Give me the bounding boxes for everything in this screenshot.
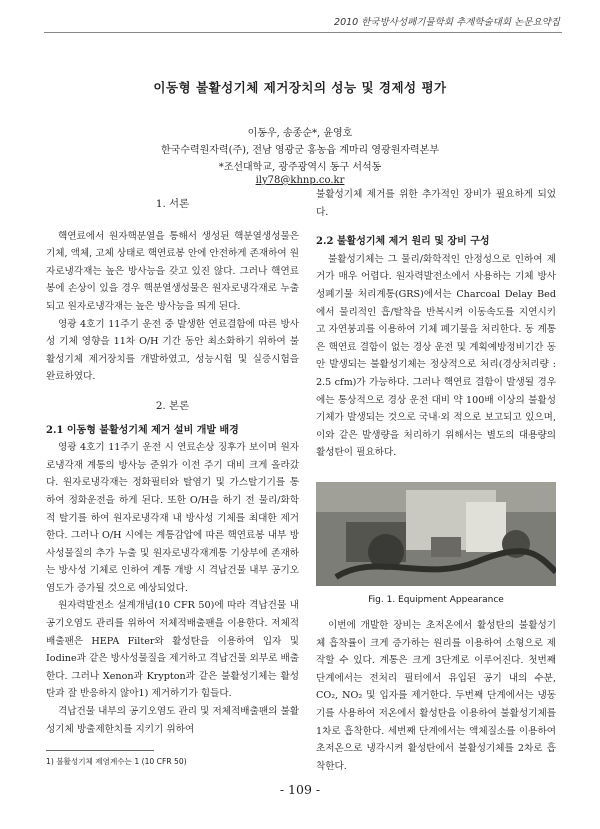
email-link[interactable]: ily78@khnp.co.kr xyxy=(255,175,345,186)
section-1-title: 1. 서론 xyxy=(155,198,190,210)
subsection-2-2-title: 2.2 불활성기체 제거 원리 및 장비 구성 xyxy=(316,236,490,248)
affiliation-1: 한국수력원자력(주), 전남 영광군 홍농읍 계마리 영광원자력본부 xyxy=(160,145,440,156)
method-paragraph: 이번에 개발한 장비는 초저온에서 활성탄의 불활성기체 흡착률이 크게 증가하는 원리를 이용하여 소형으로 제작할 수 있다. 계통은 크게 3단계로 이루어진다. 첫번째 단계에서는 전처리 필터에서 유입된 공기 내의 수분, CO₂, NO₂ 및 입자를 제거한다. 두번째 단계에서는 냉동기를 사용하여 저온에서 활성탄을 이용하여 불활성기체를 1차로 흡착한다. 세번째 단계에서는 액체질소를 이용하여 초저온으로 냉각시켜 활성탄에서 불활성기체를 2차로 흡착한다. xyxy=(316,620,556,772)
running-header: 2010 한국방사성폐기물학회 추계학술대회 논문요약집 xyxy=(334,17,560,28)
equipment-photo xyxy=(316,482,556,586)
header-rule xyxy=(44,32,562,33)
left-column xyxy=(46,196,299,738)
affiliation-2: *조선대학교, 광주광역시 동구 서석동 xyxy=(218,162,382,173)
intro-paragraph-2: 영광 4호기 11주기 운전 중 발생한 연료결함에 따른 방사성 기체 영향을 11차 O/H 기간 동안 최소화하기 위하여 불활성기체 제거장치를 개발하였고, 성능시험 및 실증시험을 완료하였다. xyxy=(46,318,299,383)
right-column-bottom xyxy=(316,617,556,775)
right-column-top xyxy=(316,186,556,462)
author-email xyxy=(0,175,600,186)
subsection-2-1-title: 2.1 이동형 불활성기체 제거 설비 개발 배경 xyxy=(46,424,239,436)
background-paragraph-3: 격납건물 내부의 공기오염도 관리 및 저체적배출팬의 불활성기체 방출제한치를 지키기 위하여 xyxy=(46,706,299,735)
background-paragraph-2: 원자력발전소 설계개념(10 CFR 50)에 따라 격납건물 내 공기오염도 관리를 위하여 저체적배출팬을 이용한다. 저체적배출팬은 HEPA Filter와 활성탄을 이용하여 입자 및 Iodine과 같은 방사성물질을 제거하고 격납건물 외부로 배출한다. 그러나 Xenon과 Krypton과 같은 불활성기체는 활성탄과 잘 반응하지 않아1) 제거하기가 힘들다. xyxy=(46,600,299,700)
section-2-title: 2. 본론 xyxy=(155,399,190,412)
authors: 이동우, 송종순*, 윤영호 xyxy=(247,128,353,139)
continued-paragraph: 불활성기체 제거를 위한 추가적인 장비가 필요하게 되었다. xyxy=(316,189,556,218)
principle-paragraph: 불활성기체는 그 물리/화학적인 안정성으로 인하여 제거가 매우 어렵다. 원자력발전소에서 사용하는 기체 방사성폐기물 처리계통(GRS)에서는 Charcoal Delay Bed에서 물리적인 흡/탈착을 반복시켜 이동속도를 지연시키고 자연붕괴를 이용하여 기체 폐기물을 처리한다. 동 계통은 핵연료 결함이 없는 경상 운전 및 계획예방정비기간 동안 발생되는 불활성기체는 정상적으로 처리(경상처리량 : 2.5 cfm)가 가능하다. 그러나 핵연료 결함이 발생될 경우에는 통상적으로 경상 운전 대비 약 100배 이상의 불활성기체가 발생되는 것으로 국내·외 적으로 보고되고 있으며, 이와 같은 발생량을 처리하기 위해서는 별도의 대용량의 활성탄이 필요하다. xyxy=(316,253,556,459)
intro-paragraph-1: 핵연료에서 원자핵분열을 통해서 생성된 핵분열생성물은 기체, 액체, 고체 상태로 핵연료봉 안에 안전하게 존재하여 원자로냉각재는 높은 방사능을 갖고 있진 않다. 그러나 핵연료봉에 손상이 있을 경우 핵분열생성물은 원자로냉각재로 누출되고 원자로냉각재는 높은 방사능을 띄게 된다. xyxy=(46,230,299,312)
footnote-rule xyxy=(46,750,154,751)
background-paragraph-1: 영광 4호기 11주기 운전 시 연료손상 징후가 보이며 원자로냉각재 계통의 방사능 준위가 이전 주기 대비 크게 올라갔다. 원자로냉각재는 정화필터와 탈염기 및 가스탈기기를 통하여 정화운전을 하게 된다. 또한 O/H을 하기 전 물리/화학적 탈기를 하여 원자로냉각재 내 방사성 기체를 최대한 제거한다. 그러나 O/H 시에는 계통감압에 따른 핵연료봉 내부 방사성물질의 추가 누출 및 원자로냉각재계통 기상부에 존재하는 방사성 기체로 인하여 계통 개방 시 격납건물 내부 공기오염도가 증가될 것으로 예상되었다. xyxy=(46,442,299,594)
page-number: - 109 - xyxy=(279,782,321,797)
paper-title: 이동형 불활성기체 제거장치의 성능 및 경제성 평가 xyxy=(153,80,447,95)
figure-caption: Fig. 1. Equipment Appearance xyxy=(368,595,504,605)
footnote: 1) 불활성기체 제염계수는 1 (10 CFR 50) xyxy=(46,757,187,766)
equipment-illustration xyxy=(316,482,556,586)
